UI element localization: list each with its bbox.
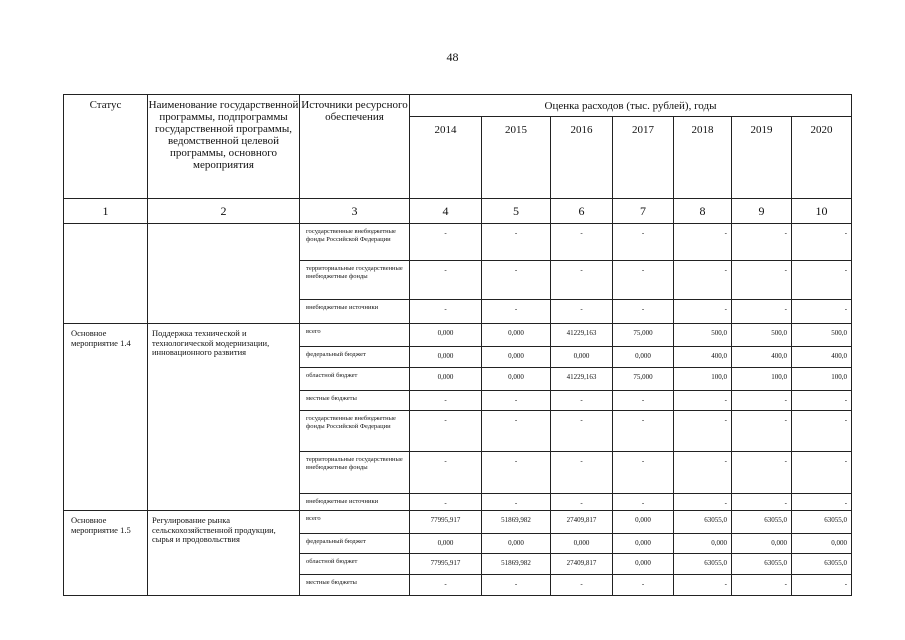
value-cell: 400,0 — [732, 347, 792, 368]
header-year: 2019 — [732, 117, 792, 199]
value-cell: 0,000 — [674, 534, 732, 554]
value-cell: 0,000 — [613, 511, 674, 534]
value-cell: - — [674, 411, 732, 452]
value-cell: 75,000 — [613, 324, 674, 347]
value-cell: - — [792, 494, 852, 511]
value-cell: - — [732, 452, 792, 494]
value-cell: - — [551, 391, 613, 411]
expense-table — [63, 94, 852, 596]
source-cell: государственные внебюджетные фонды Российской Федерации — [300, 411, 410, 452]
page-number: 48 — [446, 50, 459, 64]
value-cell: - — [613, 391, 674, 411]
value-cell: 0,000 — [482, 347, 551, 368]
value-cell: 41229,163 — [551, 368, 613, 391]
value-cell: 27409,817 — [551, 554, 613, 575]
value-cell: 0,000 — [482, 324, 551, 347]
value-cell: - — [551, 452, 613, 494]
value-cell: 0,000 — [551, 534, 613, 554]
value-cell: 100,0 — [732, 368, 792, 391]
value-cell: - — [410, 391, 482, 411]
value-cell: - — [792, 224, 852, 261]
value-cell: 0,000 — [792, 534, 852, 554]
value-cell: 0,000 — [482, 368, 551, 391]
source-cell: внебюджетные источники — [300, 300, 410, 324]
row-status: Основное мероприятие 1.5 — [64, 511, 148, 596]
value-cell: 0,000 — [551, 347, 613, 368]
source-cell: федеральный бюджет — [300, 347, 410, 368]
block-measure-1-5 — [64, 511, 852, 596]
row-program-name: Поддержка технической и технологической модернизации, инновационного развития — [148, 324, 300, 511]
table-row — [64, 324, 852, 347]
header-year: 2020 — [792, 117, 852, 199]
source-cell: областной бюджет — [300, 554, 410, 575]
header-status: Статус — [64, 95, 148, 199]
source-cell: областной бюджет — [300, 368, 410, 391]
value-cell: 27409,817 — [551, 511, 613, 534]
value-cell: - — [732, 300, 792, 324]
row-program-name: Регулирование рынка сельскохозяйственной продукции, сырья и продовольствия — [148, 511, 300, 596]
value-cell: 63055,0 — [732, 511, 792, 534]
value-cell: - — [613, 411, 674, 452]
value-cell: - — [674, 261, 732, 300]
value-cell: - — [732, 411, 792, 452]
value-cell: 0,000 — [410, 347, 482, 368]
value-cell: 63055,0 — [792, 554, 852, 575]
value-cell: - — [674, 494, 732, 511]
value-cell: - — [674, 300, 732, 324]
block-continued — [64, 224, 852, 324]
value-cell: 400,0 — [674, 347, 732, 368]
value-cell: - — [551, 224, 613, 261]
value-cell: 51869,982 — [482, 554, 551, 575]
value-cell: - — [551, 411, 613, 452]
value-cell: - — [792, 261, 852, 300]
source-cell: государственные внебюджетные фонды Российской Федерации — [300, 224, 410, 261]
source-cell: местные бюджеты — [300, 575, 410, 596]
header-year: 2014 — [410, 117, 482, 199]
value-cell: - — [482, 224, 551, 261]
value-cell: 0,000 — [613, 554, 674, 575]
value-cell: 77995,917 — [410, 511, 482, 534]
value-cell: - — [410, 261, 482, 300]
column-number: 1 — [64, 199, 148, 224]
value-cell: - — [613, 261, 674, 300]
value-cell: 75,000 — [613, 368, 674, 391]
value-cell: 77995,917 — [410, 554, 482, 575]
value-cell: - — [482, 411, 551, 452]
value-cell: - — [482, 575, 551, 596]
column-number: 6 — [551, 199, 613, 224]
value-cell: - — [551, 494, 613, 511]
value-cell: - — [482, 452, 551, 494]
value-cell: - — [792, 452, 852, 494]
value-cell: 0,000 — [613, 534, 674, 554]
header-estimate: Оценка расходов (тыс. рублей), годы — [410, 95, 852, 117]
value-cell: 63055,0 — [792, 511, 852, 534]
value-cell: - — [482, 391, 551, 411]
header-program-name: Наименование государственной программы, подпрограммы государственной программы, ведомственной целевой программы, основного мероприятия — [148, 95, 300, 199]
value-cell: 100,0 — [674, 368, 732, 391]
source-cell: федеральный бюджет — [300, 534, 410, 554]
column-number: 3 — [300, 199, 410, 224]
value-cell: - — [674, 224, 732, 261]
value-cell: - — [792, 575, 852, 596]
row-program-name — [148, 224, 300, 324]
row-status — [64, 224, 148, 324]
header-year: 2016 — [551, 117, 613, 199]
value-cell: 63055,0 — [674, 554, 732, 575]
value-cell: - — [482, 494, 551, 511]
value-cell: - — [732, 224, 792, 261]
value-cell: 51869,982 — [482, 511, 551, 534]
table-row — [64, 224, 852, 261]
value-cell: 0,000 — [410, 368, 482, 391]
column-number: 5 — [482, 199, 551, 224]
header-sources: Источники ресурсного обеспечения — [300, 95, 410, 199]
value-cell: - — [410, 575, 482, 596]
value-cell: - — [792, 391, 852, 411]
value-cell: - — [410, 494, 482, 511]
source-cell: территориальные государственные внебюджетные фонды — [300, 452, 410, 494]
value-cell: - — [674, 575, 732, 596]
value-cell: 0,000 — [732, 534, 792, 554]
column-numbers-row — [64, 199, 852, 224]
value-cell: - — [613, 494, 674, 511]
value-cell: - — [410, 300, 482, 324]
value-cell: 100,0 — [792, 368, 852, 391]
value-cell: 500,0 — [732, 324, 792, 347]
value-cell: 0,000 — [410, 324, 482, 347]
value-cell: - — [792, 411, 852, 452]
value-cell: - — [551, 261, 613, 300]
value-cell: - — [732, 494, 792, 511]
value-cell: - — [551, 300, 613, 324]
header-year: 2017 — [613, 117, 674, 199]
value-cell: - — [410, 224, 482, 261]
value-cell: 0,000 — [482, 534, 551, 554]
value-cell: - — [674, 452, 732, 494]
column-number: 10 — [792, 199, 852, 224]
value-cell: 400,0 — [792, 347, 852, 368]
value-cell: - — [551, 575, 613, 596]
column-number: 7 — [613, 199, 674, 224]
column-number: 9 — [732, 199, 792, 224]
column-number: 4 — [410, 199, 482, 224]
value-cell: 500,0 — [792, 324, 852, 347]
source-cell: всего — [300, 324, 410, 347]
value-cell: - — [674, 391, 732, 411]
value-cell: - — [792, 300, 852, 324]
value-cell: - — [613, 224, 674, 261]
source-cell: внебюджетные источники — [300, 494, 410, 511]
column-number: 8 — [674, 199, 732, 224]
value-cell: 0,000 — [410, 534, 482, 554]
value-cell: 41229,163 — [551, 324, 613, 347]
value-cell: - — [613, 300, 674, 324]
column-number: 2 — [148, 199, 300, 224]
value-cell: - — [613, 575, 674, 596]
value-cell: - — [482, 300, 551, 324]
value-cell: - — [613, 452, 674, 494]
value-cell: 63055,0 — [674, 511, 732, 534]
block-measure-1-4 — [64, 324, 852, 511]
value-cell: 63055,0 — [732, 554, 792, 575]
value-cell: 500,0 — [674, 324, 732, 347]
value-cell: - — [482, 261, 551, 300]
value-cell: - — [410, 411, 482, 452]
value-cell: - — [732, 391, 792, 411]
header-year: 2015 — [482, 117, 551, 199]
value-cell: - — [410, 452, 482, 494]
header-year: 2018 — [674, 117, 732, 199]
source-cell: местные бюджеты — [300, 391, 410, 411]
source-cell: территориальные государственные внебюджетные фонды — [300, 261, 410, 300]
value-cell: - — [732, 261, 792, 300]
row-status: Основное мероприятие 1.4 — [64, 324, 148, 511]
table-row — [64, 511, 852, 534]
value-cell: 0,000 — [613, 347, 674, 368]
value-cell: - — [732, 575, 792, 596]
source-cell: всего — [300, 511, 410, 534]
